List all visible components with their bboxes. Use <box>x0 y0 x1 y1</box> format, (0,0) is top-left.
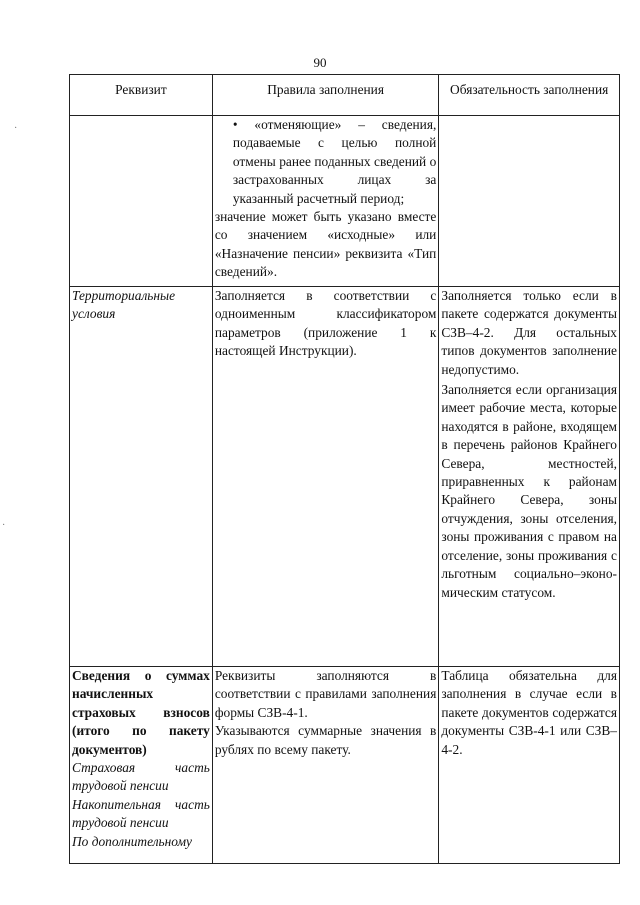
rule-paragraph: Указываются суммарные значения в рублях по всему пакету. <box>214 723 437 757</box>
table-row <box>70 116 620 287</box>
rule-paragraph: Реквизиты заполняются в соответствии с правилами заполнения формы СЗВ-4-1. <box>214 668 437 720</box>
rule-paragraph: Заполняется в соответствии с одноименным классификатором параметров (приложение 1 к настоящей Инструкции). <box>214 288 437 359</box>
obligation-cell <box>439 116 620 287</box>
requisite-subitem: Накопительная часть трудовой пенсии <box>72 796 210 831</box>
obligation-paragraph: Таблица обязательна для заполнения в случае если в пакете документов содержатся документы СЗВ-4-1 или СЗВ–4-2. <box>441 668 617 757</box>
obligation-paragraph: Заполняется только если в пакете содержатся документы СЗВ–4-2. Для остальных типов документов заполнение недопустимо. <box>441 288 617 377</box>
requisite-cell <box>70 287 213 667</box>
requisite-cell <box>70 667 213 864</box>
header-requisite: Реквизит <box>70 75 213 116</box>
requisite-subitem: По дополнительному <box>72 833 192 849</box>
scan-artifact: · <box>2 520 6 531</box>
rule-cell <box>212 116 439 287</box>
rule-cell <box>212 287 439 667</box>
header-obligation: Обязательность заполнения <box>439 75 620 116</box>
obligation-cell <box>439 667 620 864</box>
requisite-name: Территориальные условия <box>72 288 176 322</box>
header-filling-rules: Правила заполнения <box>212 75 439 116</box>
rule-cell <box>212 667 439 864</box>
requisite-subitem: Страховая часть трудовой пенсии <box>72 760 210 794</box>
table-row <box>70 287 620 667</box>
table-header-row <box>70 75 620 116</box>
requisite-cell <box>70 116 213 287</box>
rule-paragraph: • «отменяющие» – сведения, подаваемые с целью полной отмены ранее поданных сведений о застрахованных лицах за указанный расчетный период; <box>232 117 437 206</box>
requisite-name: Сведения о суммах начисленных страховых взносов (итого по пакету документов) <box>72 668 210 757</box>
table-row <box>70 667 620 864</box>
scan-artifact: · <box>14 123 18 134</box>
rule-paragraph: значение может быть указано вместе со значением «исходные» или «Назначение пенсии» реквизита «Тип сведений». <box>214 209 437 280</box>
page-number: 90 <box>313 55 327 70</box>
obligation-cell <box>439 287 620 667</box>
requisites-table <box>69 74 620 864</box>
obligation-paragraph: Заполняется если организация имеет рабочие места, которые находятся в районе, входящем в перечень районов Крайнего Севера, местностей, приравненных к районам Крайнего Севера, зоны отчуждения, зоны отселения, зоны проживания с правом на отселение, зоны проживания с льготным социально–эконо-мическим статусом. <box>441 382 617 600</box>
